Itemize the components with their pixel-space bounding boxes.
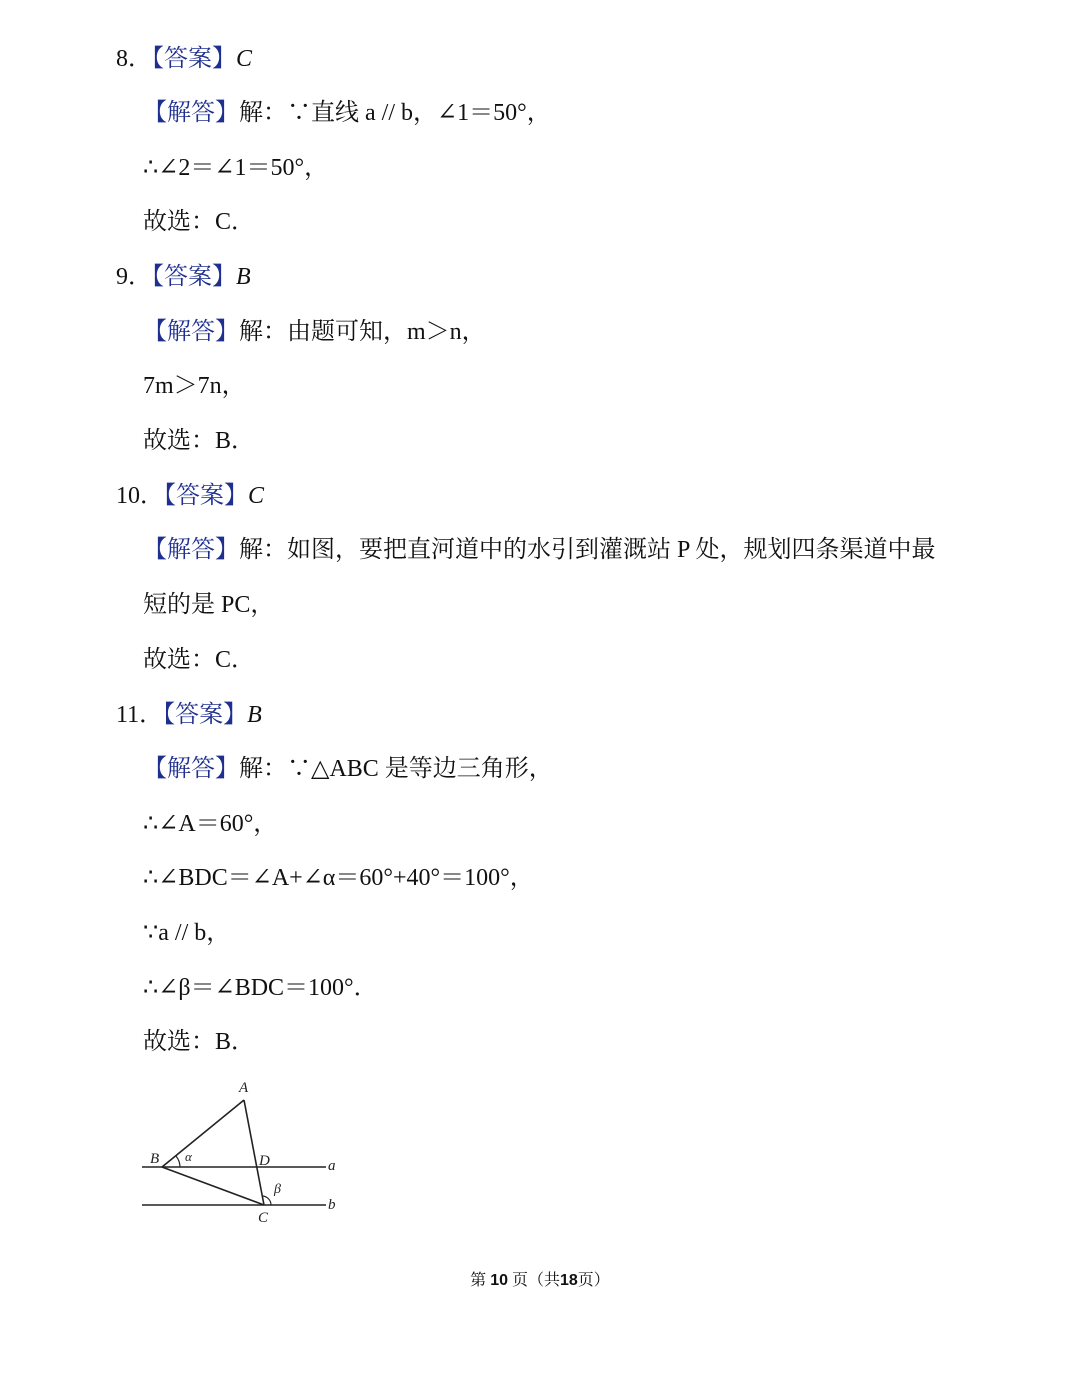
solution-line: [143, 535, 935, 565]
answer-tag: 【答案】: [163, 702, 248, 728]
solution-line: [143, 754, 553, 784]
solution-text: 解：由题可知，m＞n，: [239, 319, 486, 345]
solution-line: 故选：C．: [143, 209, 256, 235]
alpha-arc: [176, 1156, 180, 1167]
answer-value: B: [247, 702, 262, 728]
label-alpha: α: [185, 1149, 192, 1164]
question-11-header: [116, 700, 262, 730]
footer-prefix: 第: [470, 1272, 487, 1289]
solution-line: 故选：C．: [143, 647, 256, 673]
answer-value: C: [236, 46, 253, 72]
footer-page-number: 10: [490, 1272, 508, 1289]
solution-tag: 【解答】: [143, 319, 239, 345]
solution-line: 故选：B．: [143, 428, 256, 454]
solution-line: 短的是 PC，: [143, 592, 275, 618]
question-number: 8．: [116, 46, 152, 72]
solution-text: 解：如图，要把直河道中的水引到灌溉站 P 处，规划四条渠道中最: [239, 537, 936, 563]
label-b: b: [328, 1197, 336, 1213]
solution-line: ∴∠β＝∠BDC＝100°．: [143, 975, 378, 1001]
answer-value: B: [236, 264, 251, 290]
solution-line: [143, 317, 486, 347]
solution-line: 故选：B．: [143, 1029, 256, 1055]
label-B: B: [150, 1151, 160, 1167]
solution-text: 解：∵直线 a // b，∠1＝50°，: [239, 100, 551, 126]
solution-line: [143, 98, 551, 128]
footer-middle: 页（共: [511, 1272, 560, 1289]
solution-tag: 【解答】: [143, 100, 239, 126]
footer-total-pages: 18: [560, 1272, 578, 1289]
answer-value: C: [248, 483, 265, 509]
solution-line: ∴∠A＝60°，: [143, 811, 278, 837]
answer-tag: 【答案】: [164, 483, 248, 509]
question-9-header: [116, 262, 251, 292]
question-number: 10．: [116, 483, 164, 509]
question-number: 9．: [116, 264, 152, 290]
label-beta: β: [274, 1182, 281, 1197]
answer-tag: 【答案】: [152, 46, 236, 72]
page-footer: [0, 1270, 1080, 1292]
triangle-parallel-lines-figure: [136, 1072, 356, 1232]
solution-text: 解：∵△ABC 是等边三角形，: [239, 756, 553, 782]
question-10-header: [116, 481, 264, 511]
segment-ba: [162, 1100, 244, 1167]
footer-suffix: 页）: [577, 1272, 610, 1289]
label-A: A: [239, 1080, 249, 1096]
solution-line: ∵a // b，: [143, 920, 231, 946]
answer-tag: 【答案】: [152, 264, 236, 290]
segment-bc: [162, 1167, 264, 1205]
solution-line: 7m＞7n，: [143, 373, 246, 399]
label-D: D: [259, 1153, 270, 1169]
solution-line: ∴∠BDC＝∠A+∠α＝60°+40°＝100°，: [143, 865, 534, 891]
solution-tag: 【解答】: [143, 756, 239, 782]
label-C: C: [258, 1210, 269, 1226]
label-a: a: [328, 1158, 336, 1174]
question-8-header: [116, 44, 252, 74]
question-number: 11．: [116, 702, 164, 728]
solution-tag: 【解答】: [143, 537, 239, 563]
solution-line: ∴∠2＝∠1＝50°，: [143, 155, 329, 181]
